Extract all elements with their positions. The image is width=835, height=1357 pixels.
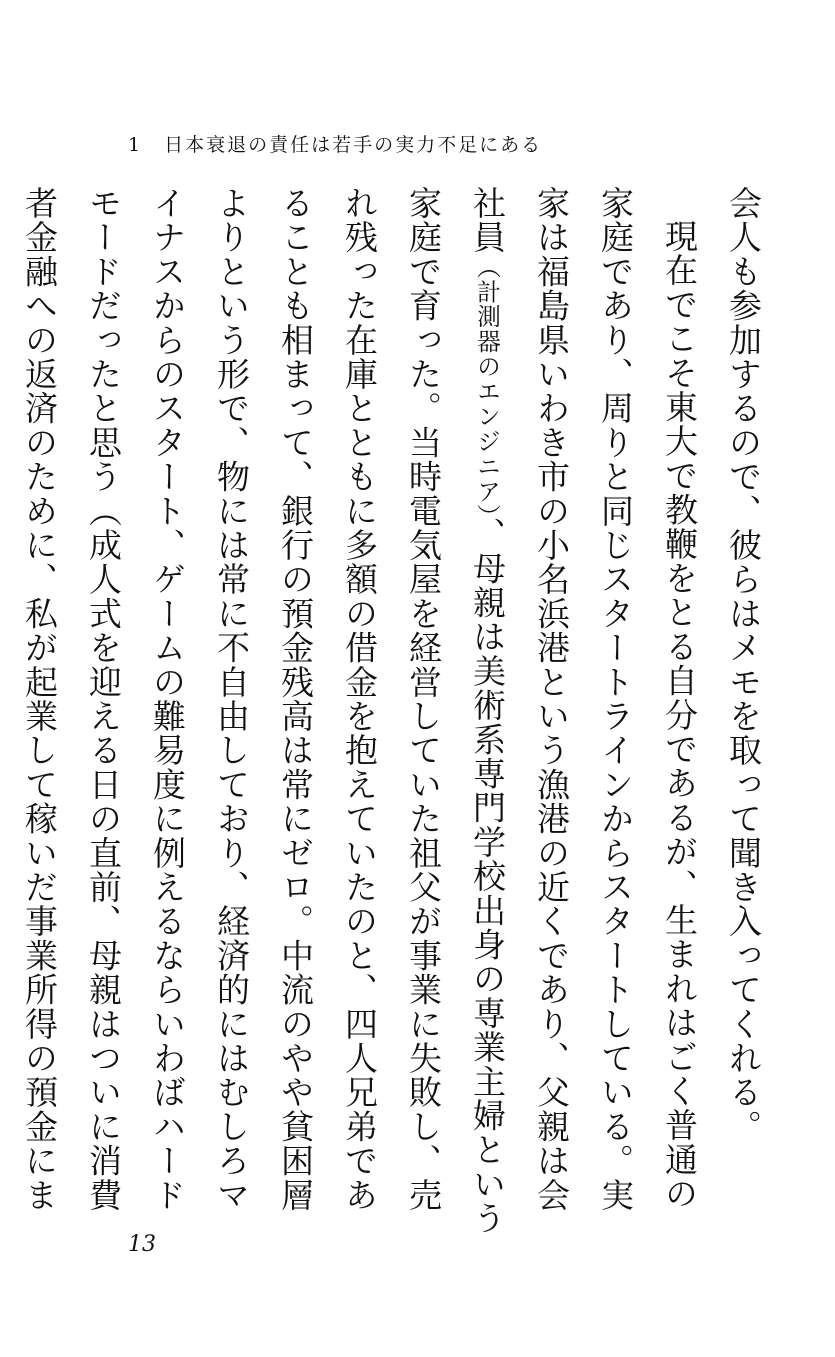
text-run: 会人も参加するので、彼らはメモを取って聞き入ってくれる。 xyxy=(724,186,763,1144)
chapter-title: 日本衰退の責任は若手の実力不足にある xyxy=(164,134,543,156)
page-number: 13 xyxy=(128,1232,156,1257)
text-run: 現在でこそ東大で教鞭をとる自分であるが、生まれはごく普通の家庭であり、周りと同じスタートラインからスタートしている。実家は福島県いわき市の小名浜港という漁港の近くであり、父親は会社員 xyxy=(468,186,699,1212)
inline-note: （計測器のエンジニア） xyxy=(473,254,501,518)
paragraph xyxy=(711,186,775,1236)
running-header xyxy=(128,130,542,157)
text-run: 、母親は美術系専門学校出身の専業主婦という家庭で育った。当時電気屋を経営していた祖父が事業に失敗し、売れ残った在庫とともに多額の借金を抱えていたのと、四人兄弟であることも相まって、銀行の預金残高は常にゼロ。中流のやや貧困層よりという形で、物には常に不自由しており、経済的にはむしろマイナスからのスタート、ゲームの難易度に例えるならいわばハードモードだったと思う（成人式を迎える日の直前、母親はついに消費者金融への返済のために、私が起業して稼いだ事業所得の預金にま xyxy=(20,186,507,1236)
body-text xyxy=(20,186,775,1236)
chapter-number: 1 xyxy=(128,134,143,156)
paragraph xyxy=(0,186,711,1236)
